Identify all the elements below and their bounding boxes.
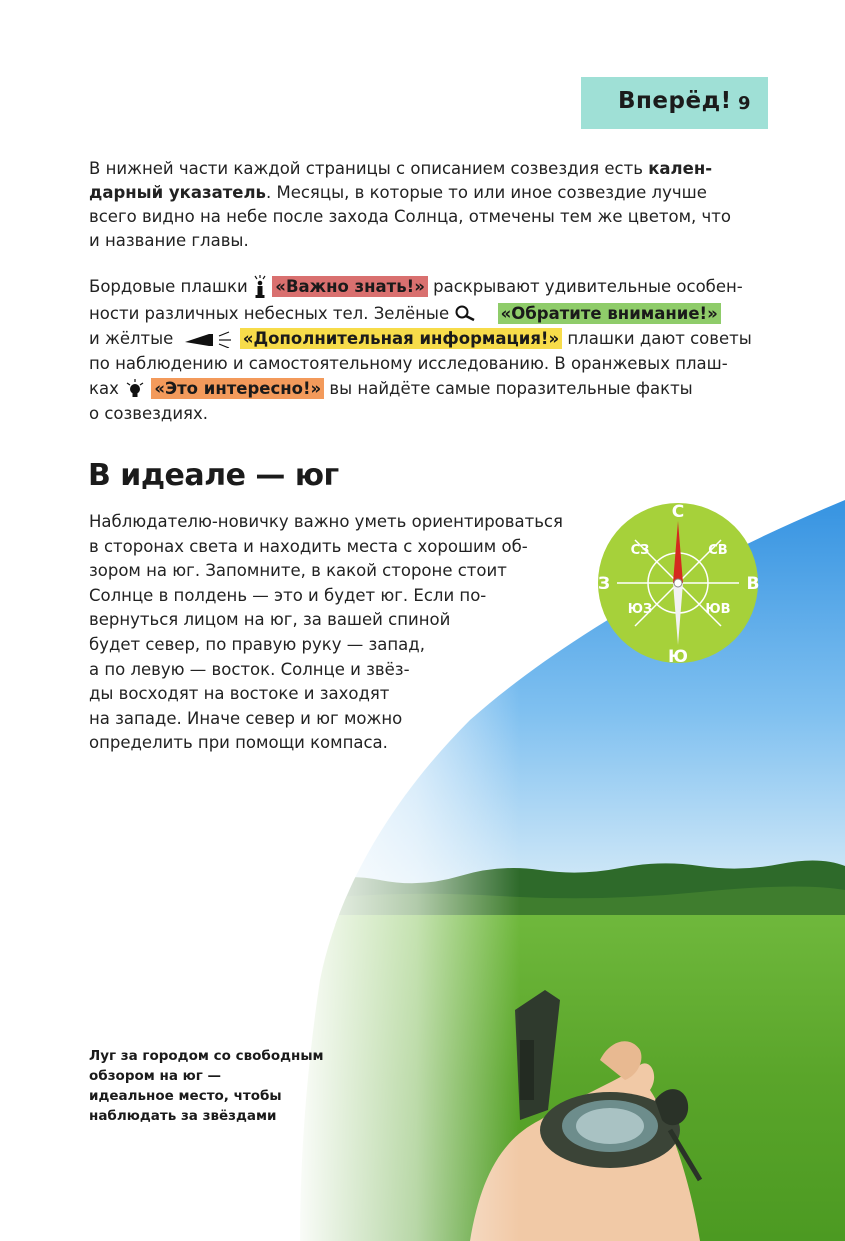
text-span: ках xyxy=(89,378,125,398)
text-span: . Месяцы, в которые то или иное созвездие лучше xyxy=(265,183,707,202)
section-body xyxy=(89,510,563,756)
photo-caption xyxy=(89,1046,324,1126)
text-line: в сторонах света и находить места с хорошим об- xyxy=(89,536,528,556)
bold-term: кален- xyxy=(648,159,713,178)
text-span: раскрывают удивительные особен- xyxy=(427,277,743,296)
compass-label-sw: ЮЗ xyxy=(627,602,653,617)
caption-line: наблюдать за звёздами xyxy=(89,1108,277,1124)
text-line: вернуться лицом на юг, за вашей спиной xyxy=(89,610,451,630)
tag-info: «Дополнительная информация!» xyxy=(240,328,562,349)
tag-attention: «Обратите внимание!» xyxy=(498,303,721,324)
compass-label-s: Ю xyxy=(668,647,688,665)
compass-label-w: З xyxy=(597,574,611,594)
compass-label-n: С xyxy=(671,502,685,522)
text-line: на западе. Иначе север и юг можно xyxy=(89,708,403,728)
megaphone-icon xyxy=(179,330,235,348)
compass-label-se: ЮВ xyxy=(705,602,731,617)
intro-paragraph xyxy=(89,157,731,253)
text-span: вы найдёте самые поразительные факты xyxy=(324,378,693,398)
text-line: о созвездиях. xyxy=(89,403,208,423)
text-line: Солнце в полдень — это и будет юг. Если по- xyxy=(89,585,487,605)
bold-term: дарный указатель xyxy=(89,183,266,202)
text-span: ности различных небесных тел. Зелёные xyxy=(89,303,455,323)
text-span: Бордовые плашки xyxy=(89,277,254,296)
text-line: по наблюдению и самостоятельному исследованию. В оранжевых плаш- xyxy=(89,353,728,373)
compass-label-nw: СЗ xyxy=(630,543,650,558)
text-span: В нижней части каждой страницы с описанием созвездия есть xyxy=(89,159,649,178)
compass-rose-icon xyxy=(597,501,759,665)
magnifier-icon xyxy=(454,305,478,323)
tag-interesting: «Это интересно!» xyxy=(151,378,324,399)
text-line: и название главы. xyxy=(89,231,249,250)
caption-line: идеальное место, чтобы xyxy=(89,1088,282,1104)
chapter-title: Вперёд! xyxy=(618,88,732,114)
page-number: 9 xyxy=(738,93,751,114)
caption-line: обзором на юг — xyxy=(89,1068,222,1084)
tags-paragraph xyxy=(89,274,752,426)
section-heading: В идеале — юг xyxy=(88,458,339,493)
text-line: ды восходят на востоке и заходят xyxy=(89,684,390,704)
text-span: плашки дают советы xyxy=(562,328,752,348)
text-line: Наблюдателю-новичку важно уметь ориентироваться xyxy=(89,512,563,531)
text-line: а по левую — восток. Солнце и звёз- xyxy=(89,659,410,679)
text-line: всего видно на небе после захода Солнца, отмечены тем же цветом, что xyxy=(89,207,731,226)
compass-label-e: В xyxy=(746,574,759,594)
lightbulb-icon xyxy=(124,379,146,399)
tag-important: «Важно знать!» xyxy=(272,276,428,297)
text-line: зором на юг. Запомните, в какой стороне стоит xyxy=(89,561,507,581)
info-icon xyxy=(253,275,267,301)
text-line: будет север, по правую руку — запад, xyxy=(89,634,425,654)
text-line: определить при помощи компаса. xyxy=(89,733,388,753)
caption-line: Луг за городом со свободным xyxy=(89,1048,324,1064)
text-span: и жёлтые xyxy=(89,328,179,348)
compass-label-ne: СВ xyxy=(708,543,728,558)
